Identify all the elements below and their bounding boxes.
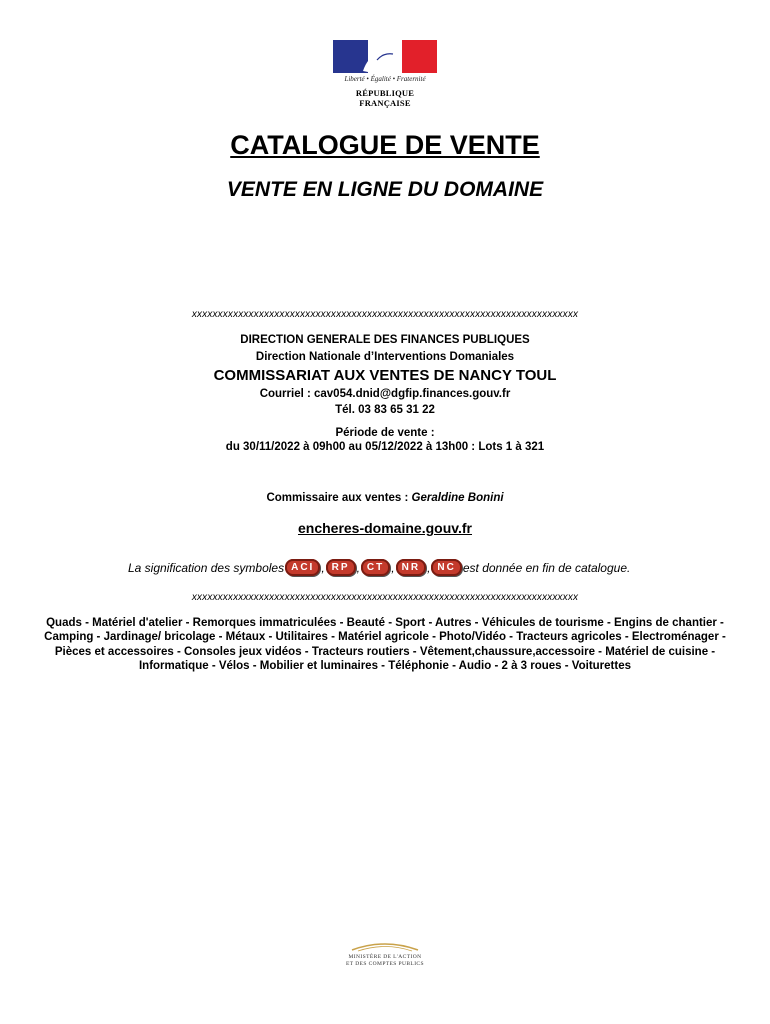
badge-aci: ACI (285, 559, 320, 576)
ministere-line2: ET DES COMPTES PUBLICS (346, 961, 424, 967)
logo-republique-label: RÉPUBLIQUE FRANÇAISE (355, 88, 415, 108)
badge-rp: RP (326, 559, 356, 576)
separator-line: xxxxxxxxxxxxxxxxxxxxxxxxxxxxxxxxxxxxxxxxxxxxxxxxxxxxxxxxxxxxxxxxxxxxxxxxxxx (191, 309, 579, 320)
badge-nr: NR (396, 559, 426, 576)
commissaire-name: Geraldine Bonini (411, 492, 504, 504)
categories-list: Quads - Matériel d'atelier - Remorques immatriculées - Beauté - Sport - Autres - Véhicules de tourisme - Engins de chantier - Camping - Jardinage/ bricolage - Métaux - Utilitaires - Matériel agricole - Photo/Vidéo - Tracteurs agricoles - Electroménager - Pièces et accessoires - Consoles jeux vidéos - Tracteurs routiers - Vêtement,chaussure,accessoire - Matériel de cuisine - Informatique - Vélos - Mobilier et luminaires - Téléphonie - Audio - 2 à 3 roues - Voiturettes (44, 617, 726, 672)
badge-ct: CT (361, 559, 390, 576)
symbols-legend-line (128, 559, 630, 576)
symbol-separator: , (321, 560, 325, 575)
contact-phone: Tél. 03 83 65 31 22 (335, 404, 435, 416)
badge-nc: NC (431, 559, 461, 576)
page-title: CATALOGUE DE VENTE (230, 130, 540, 160)
page-subtitle: VENTE EN LIGNE DU DOMAINE (226, 178, 544, 201)
republique-francaise-logo (330, 40, 440, 108)
ministere-logo (335, 940, 435, 972)
symbol-separator: , (356, 560, 360, 575)
marianne-flag-icon (333, 40, 437, 73)
direction-generale: DIRECTION GENERALE DES FINANCES PUBLIQUES (240, 334, 530, 346)
commissaire-label: Commissaire aux ventes : (266, 492, 412, 504)
ministere-line1: MINISTÈRE DE L'ACTION (348, 954, 422, 960)
symbol-separator: , (427, 560, 431, 575)
sale-period-label: Période de vente : (335, 427, 435, 439)
site-link[interactable]: encheres-domaine.gouv.fr (297, 520, 472, 536)
symbol-separator: , (391, 560, 395, 575)
commissariat-name: COMMISSARIAT AUX VENTES DE NANCY TOUL (213, 367, 557, 384)
logo-motto: Liberté • Égalité • Fraternité (344, 75, 426, 83)
contact-email: Courriel : cav054.dnid@dgfip.finances.gouv.fr (259, 388, 511, 400)
symbols-intro: La signification des symboles (128, 560, 285, 575)
symbols-outro: est donnée en fin de catalogue. (462, 560, 631, 575)
ministere-arc-icon (350, 940, 420, 952)
separator-line: xxxxxxxxxxxxxxxxxxxxxxxxxxxxxxxxxxxxxxxxxxxxxxxxxxxxxxxxxxxxxxxxxxxxxxxxxxx (191, 592, 579, 603)
commissaire-line (0, 492, 770, 504)
direction-nationale: Direction Nationale d’Interventions Domaniales (255, 351, 515, 363)
sale-period-dates: du 30/11/2022 à 09h00 au 05/12/2022 à 13h00 : Lots 1 à 321 (225, 441, 545, 453)
